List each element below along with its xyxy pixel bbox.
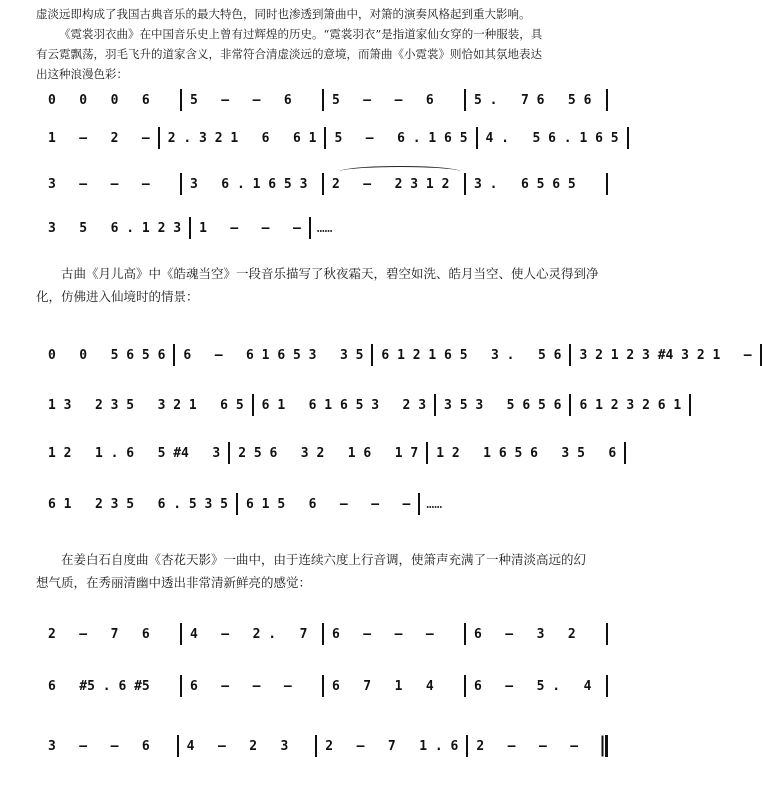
score3-line: [40, 734, 608, 758]
measure: 3 2 1 2 3 #4 3 2 1 —: [579, 347, 752, 363]
text-line: 《霓裳羽衣曲》在中国音乐史上曾有过辉煌的历史。“霓裳羽衣”是指道家仙女穿的一种服装，具: [59, 27, 543, 41]
moon-paragraph: [36, 262, 610, 308]
score2-line: [40, 393, 682, 417]
measure: 2 — 7 1 . 6: [325, 738, 459, 754]
continuation-mark: ……: [316, 220, 333, 236]
measure: 1 2 1 6 5 6 3 5 6: [436, 445, 617, 461]
measure: 0 0 0 6: [48, 92, 150, 108]
measure: 6 1 5 6 — — —: [246, 496, 411, 512]
text-line: 有云霓飘荡，羽毛飞升的道家含义，非常符合清虚淡远的意境，而箫曲《小霓裳》则恰如其氛地表达: [36, 47, 542, 61]
measure: 3 6 . 1 6 5 3: [190, 176, 308, 192]
apricot-paragraph: [36, 548, 610, 594]
score3-line: [40, 622, 608, 646]
score1-line: [40, 88, 608, 112]
score2-line: [40, 441, 617, 465]
measure: 1 2 1 . 6 5 #4 3: [48, 445, 221, 461]
text-line: 化，仿佛进入仙境时的情景：: [36, 289, 199, 304]
barline: [627, 127, 629, 149]
measure: 0 0 5 6 5 6: [48, 347, 166, 363]
text-line: 想气质，在秀丽清幽中透出非常清新鲜亮的感觉：: [36, 575, 312, 590]
barline: [624, 442, 626, 464]
measure: 2 . 3 2 1 6 6 1: [167, 130, 317, 146]
measure: 2 — 2 3 1 2: [332, 176, 450, 192]
text-line: 在姜白石自度曲《杏花天影》一曲中，由于连续六度上行音调，使箫声充满了一种清淡高远的幻: [61, 552, 587, 567]
final-barline: [605, 735, 608, 757]
score2-line: [40, 343, 752, 367]
measure: 6 — 6 1 6 5 3 3 5: [183, 347, 364, 363]
measure: 6 — — —: [190, 678, 292, 694]
score1-line: [40, 126, 619, 150]
barline: [606, 89, 608, 111]
measure: 2 5 6 3 2 1 6 1 7: [238, 445, 419, 461]
barline: [606, 623, 608, 645]
measure: 1 3 2 3 5 3 2 1 6 5: [48, 397, 244, 413]
measure: 5 . 7 6 5 6: [474, 92, 592, 108]
measure: 6 — 5 . 4: [474, 678, 592, 694]
score2-line: [40, 492, 443, 516]
measure: 2 — — —: [476, 738, 579, 754]
text-line: 古曲《月儿高》中《皓魂当空》一段音乐描写了秋夜霜天，碧空如洗、皓月当空、使人心灵得到净: [61, 266, 599, 281]
measure: 4 — 2 3: [186, 738, 289, 754]
barline: [606, 173, 608, 195]
text-line: 虚淡远即构成了我国古典音乐的最大特色，同时也渗透到箫曲中，对箫的演奏风格起到重大影响。: [36, 7, 531, 21]
measure: 3 — — —: [48, 176, 150, 192]
measure: 2 — 7 6: [48, 626, 150, 642]
measure: 1 — — —: [199, 220, 301, 236]
measure: 6 1 6 1 6 5 3 2 3: [261, 397, 427, 413]
measure: 4 — 2 . 7: [190, 626, 308, 642]
measure: 5 — 6 . 1 6 5: [334, 130, 468, 146]
measure: 6 7 1 4: [332, 678, 434, 694]
measure: 4 . 5 6 . 1 6 5: [485, 130, 619, 146]
measure: 3 — — 6: [48, 738, 150, 754]
continuation-mark: ……: [426, 496, 443, 512]
measure: 3 5 3 5 6 5 6: [444, 397, 562, 413]
measure: 6 — — —: [332, 626, 434, 642]
text-line: 出这种浪漫色彩：: [36, 67, 128, 81]
measure: 6 1 2 3 2 6 1: [579, 397, 682, 413]
measure: 5 — — 6: [332, 92, 434, 108]
measure: 6 #5 . 6 #5: [48, 678, 150, 694]
intro-paragraph: [36, 4, 610, 84]
slur-mark: [340, 166, 460, 177]
measure: 5 — — 6: [190, 92, 292, 108]
measure: 3 5 6 . 1 2 3: [48, 220, 182, 236]
score3-line: [40, 674, 608, 698]
score1-line: [40, 216, 333, 240]
measure: 6 1 2 1 6 5 3 . 5 6: [381, 347, 562, 363]
measure: 6 — 3 2: [474, 626, 576, 642]
barline: [760, 344, 762, 366]
barline: [606, 675, 608, 697]
barline: [689, 394, 691, 416]
measure: 6 1 2 3 5 6 . 5 3 5: [48, 496, 229, 512]
measure: 1 — 2 —: [48, 130, 150, 146]
score1-line: [40, 172, 608, 196]
measure: 3 . 6 5 6 5: [474, 176, 576, 192]
